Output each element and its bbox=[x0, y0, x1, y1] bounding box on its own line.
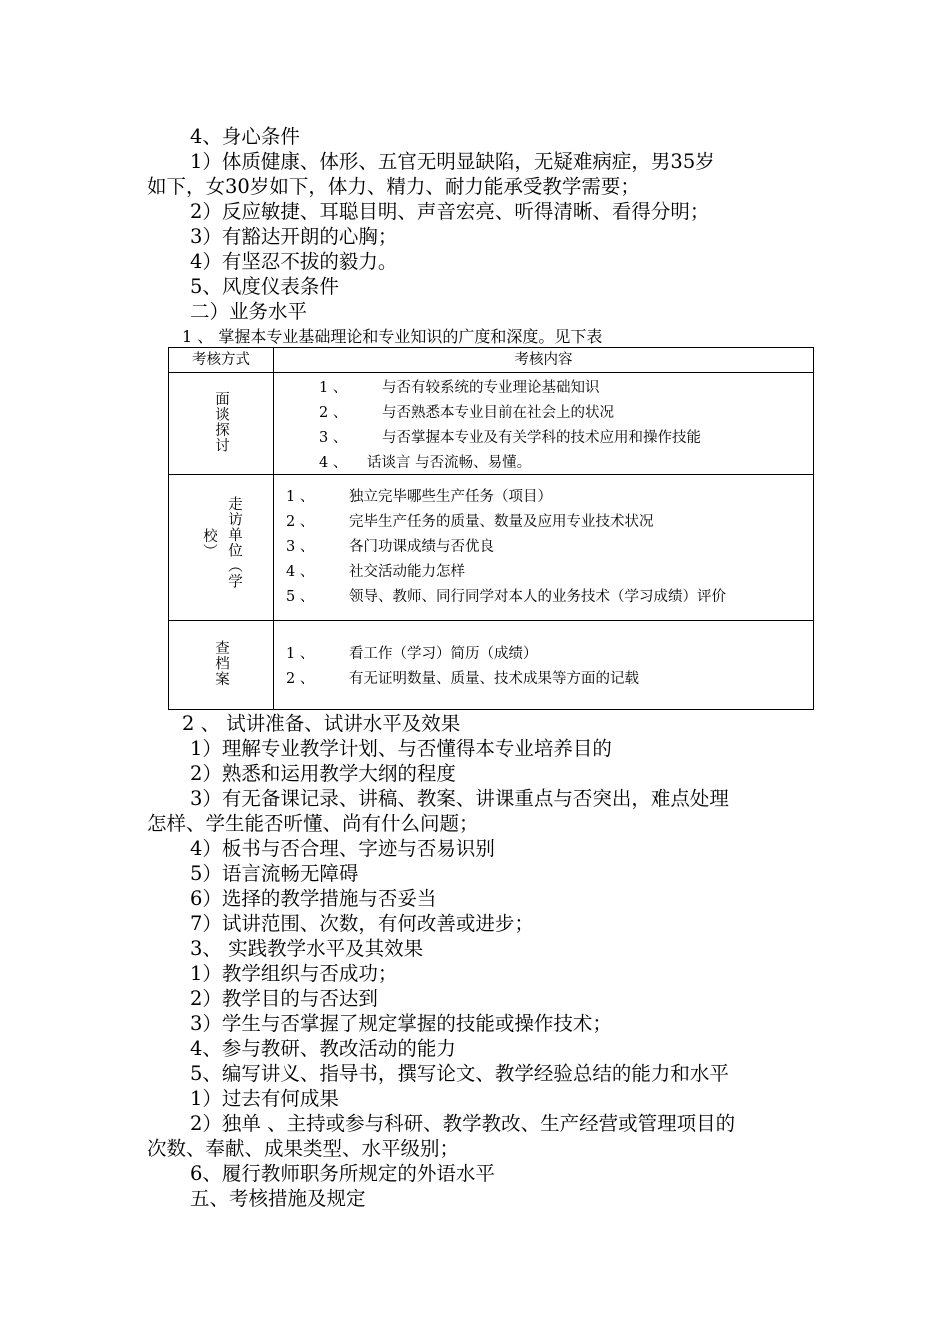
table-row: 2 、 有无证明数量、质量、技术成果等方面的记载 bbox=[286, 671, 639, 687]
table-row-divider bbox=[169, 620, 813, 621]
paragraph-line: 4）板书与否合理、字迹与否易识别 bbox=[190, 837, 495, 860]
paragraph-line: 怎样、学生能否听懂、尚有什么问题； bbox=[147, 812, 479, 835]
paragraph-line: 1）理解专业教学计划、与否懂得本专业培养目的 bbox=[190, 737, 612, 760]
heading-appearance: 5、风度仪表条件 bbox=[190, 275, 339, 298]
table-row: 1 、 与否有较系统的专业理论基础知识 bbox=[319, 380, 600, 396]
paragraph-line: 4）有坚忍不拔的毅力。 bbox=[190, 250, 398, 273]
table-row: 5 、 领导、教师、同行同学对本人的业务技术（学习成绩）评价 bbox=[286, 589, 726, 605]
table-row: 2 、 完毕生产任务的质量、数量及应用专业技术状况 bbox=[286, 514, 654, 530]
paragraph-line: 1）过去有何成果 bbox=[190, 1087, 339, 1110]
heading-practice-teaching: 3、 实践教学水平及其效果 bbox=[190, 937, 424, 960]
paragraph-line: 6）选择的教学措施与否妥当 bbox=[190, 887, 437, 910]
paragraph-line: 3）有豁达开朗的心胸； bbox=[190, 225, 398, 248]
paragraph-line: 2）独单 、主持或参与科研、教学教改、生产经营或管理项目的 bbox=[190, 1112, 736, 1135]
method-check-archives: 查档案 bbox=[213, 640, 229, 687]
paragraph-line: 5）语言流畅无障碍 bbox=[190, 862, 359, 885]
paragraph-line: 3）有无备课记录、讲稿、教案、讲课重点与否突出，难点处理 bbox=[190, 787, 729, 810]
paragraph-line: 如下，女30岁如下，体力、精力、耐力能承受教学需要； bbox=[147, 175, 640, 198]
paragraph-line: 1）教学组织与否成功； bbox=[190, 962, 398, 985]
heading-assessment-measures: 五、考核措施及规定 bbox=[190, 1187, 366, 1210]
table-column-divider bbox=[273, 348, 274, 709]
paragraph-line: 1）体质健康、体形、五官无明显缺陷，无疑难病症，男35岁 bbox=[190, 150, 715, 173]
paragraph-line: 7）试讲范围、次数，有何改善或进步； bbox=[190, 912, 534, 935]
method-interview: 面谈探讨 bbox=[213, 391, 229, 453]
paragraph-line: 2）教学目的与否达到 bbox=[190, 987, 378, 1010]
heading-foreign-language: 6、履行教师职务所规定的外语水平 bbox=[190, 1162, 495, 1185]
table-header-method: 考核方式 bbox=[192, 352, 250, 368]
paragraph-line: 2）反应敏捷、耳聪目明、声音宏亮、听得清晰、看得分明； bbox=[190, 200, 710, 223]
table-row: 4 、 话谈言 与否流畅、易懂。 bbox=[319, 455, 532, 471]
table-row: 2 、 与否熟悉本专业目前在社会上的状况 bbox=[319, 405, 614, 421]
table-row: 3 、 与否掌握本专业及有关学科的技术应用和操作技能 bbox=[319, 430, 701, 446]
assessment-table bbox=[168, 347, 814, 710]
heading-business-level: 二）业务水平 bbox=[190, 300, 308, 323]
table-row: 1 、 独立完毕哪些生产任务（项目） bbox=[286, 489, 552, 505]
paragraph-line: 次数、奉献、成果类型、水平级别； bbox=[147, 1137, 460, 1160]
heading-research-ability: 4、参与教研、教改活动的能力 bbox=[190, 1037, 456, 1060]
table-header-content: 考核内容 bbox=[514, 352, 573, 368]
table-row: 4 、 社交活动能力怎样 bbox=[286, 564, 465, 580]
table-row: 1 、 看工作（学习）简历（成绩） bbox=[286, 646, 538, 662]
heading-physical-conditions: 4、身心条件 bbox=[190, 125, 300, 148]
heading-trial-lecture: 2 、 试讲准备、试讲水平及效果 bbox=[182, 712, 461, 735]
table-row: 3 、 各门功课成绩与否优良 bbox=[286, 539, 494, 555]
table-row-divider bbox=[169, 372, 813, 373]
table-row-divider bbox=[169, 474, 813, 475]
method-visit-unit: 走访单位（学 bbox=[226, 496, 242, 589]
paragraph-line: 3）学生与否掌握了规定掌握的技能或操作技术； bbox=[190, 1012, 612, 1035]
heading-writing-ability: 5、编写讲义、指导书，撰写论文、教学经验总结的能力和水平 bbox=[190, 1062, 729, 1085]
paragraph-line: 2）熟悉和运用教学大纲的程度 bbox=[190, 762, 456, 785]
method-visit-unit-school: 校） bbox=[201, 528, 217, 559]
table-caption: 1 、 掌握本专业基础理论和专业知识的广度和深度。见下表 bbox=[182, 327, 603, 346]
